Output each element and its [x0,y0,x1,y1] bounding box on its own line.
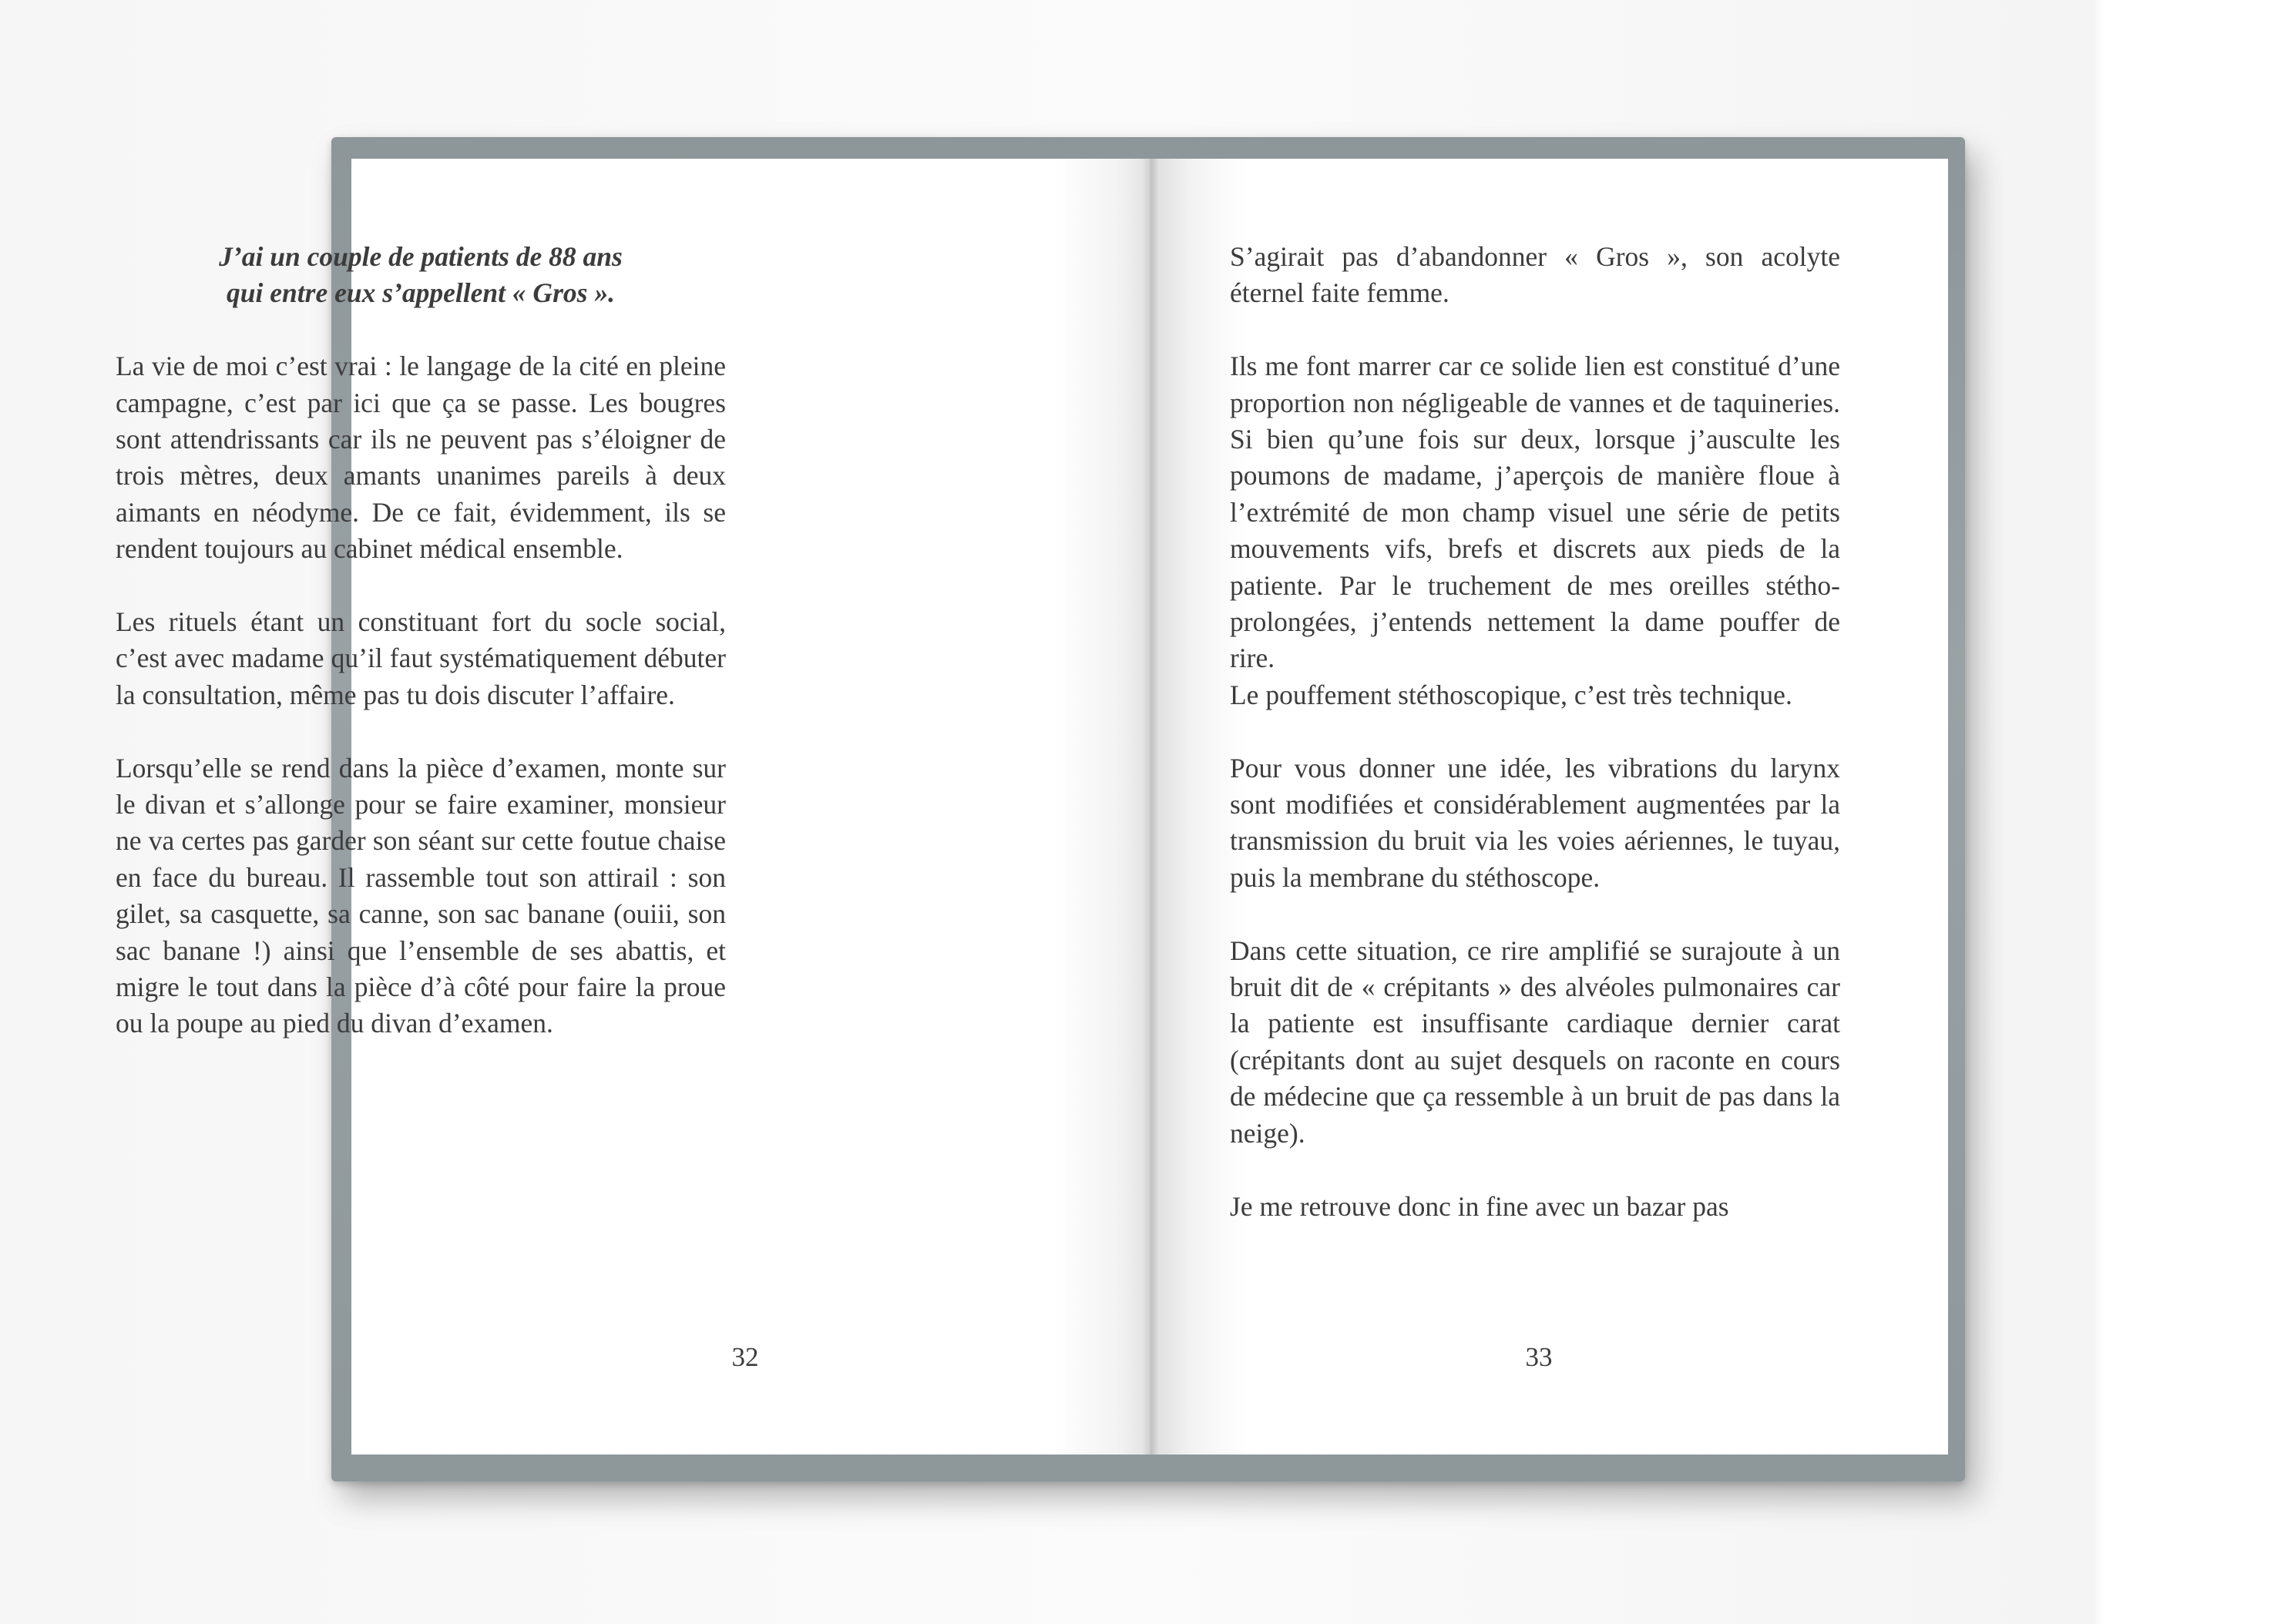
paragraph: Le pouffement stéthoscopique, c’est très technique. [1230,679,1792,710]
chapter-heading [116,239,726,312]
book-spine-gutter [1142,159,1159,1455]
right-page-text [1230,239,1840,1261]
heading-line-1: J’ai un couple de patients de 88 ans [219,241,623,272]
paragraph: Les rituels étant un constituant fort du socle social, c’est avec madame qu’il faut systématiquement débuter la consultation, même pas tu dois discuter l’affaire. [116,606,726,710]
paragraph: Lorsqu’elle se rend dans la pièce d’examen, monte sur le divan et s’allonge pour se faire examiner, monsieur ne va certes pas garder son séant sur cette foutue chaise en face du bureau. Il rassemble tout son attirail : son gilet, sa casquette, sa canne, son sac banane (ouiii, son sac banane !) ainsi que l’ensemble de ses abattis, et migre le tout dans la pièce d’à côté pour faire la proue ou la poupe au pied du divan d’examen. [116,752,726,1039]
paragraph: S’agirait pas d’abandonner « Gros », son acolyte éternel faite femme. [1230,241,1840,309]
paragraph: Dans cette situation, ce rire amplifié se surajoute à un bruit dit de « crépitants » des alvéoles pulmonaires car la patiente est insuffisante cardiaque dernier carat (crépitants dont au sujet desquels on raconte en cours de médecine que ça ressemble à un bruit de pas dans la neige). [1230,934,1840,1149]
paragraph: Ils me font marrer car ce solide lien est constitué d’une proportion non négligeable de vannes et de taquineries. Si bien qu’une fois sur deux, lorsque j’ausculte les poumons de madame, j’aperçois de manière floue à l’extrémité de mon champ visuel une série de petits mouvements vifs, brefs et discrets aux pieds de la patiente. Par le truchement de mes oreilles stétho-prolongées, j’entends nettement la dame pouffer de rire. [1230,351,1840,674]
paragraph: Pour vous donner une idée, les vibrations du larynx sont modifiées et considérablement augmentées par la transmission du bruit via les voies aériennes, le tuyau, puis la membrane du stéthoscope. [1230,752,1840,893]
page-number-right: 33 [1525,1342,1553,1372]
left-page-text [116,239,726,1079]
page-number-left: 32 [731,1342,759,1372]
paragraph: La vie de moi c’est vrai : le langage de la cité en pleine campagne, c’est par ici que ça se passe. Les bougres sont attendrissants car ils ne peuvent pas s’éloigner de trois mètres, deux amants unanimes pareils à deux aimants en néodyme. De ce fait, évidemment, ils se rendent toujours au cabinet médical ensemble. [116,351,726,565]
heading-line-2: qui entre eux s’appellent « Gros ». [227,277,615,309]
paragraph: Je me retrouve donc in fine avec un bazar pas [1230,1190,1729,1222]
